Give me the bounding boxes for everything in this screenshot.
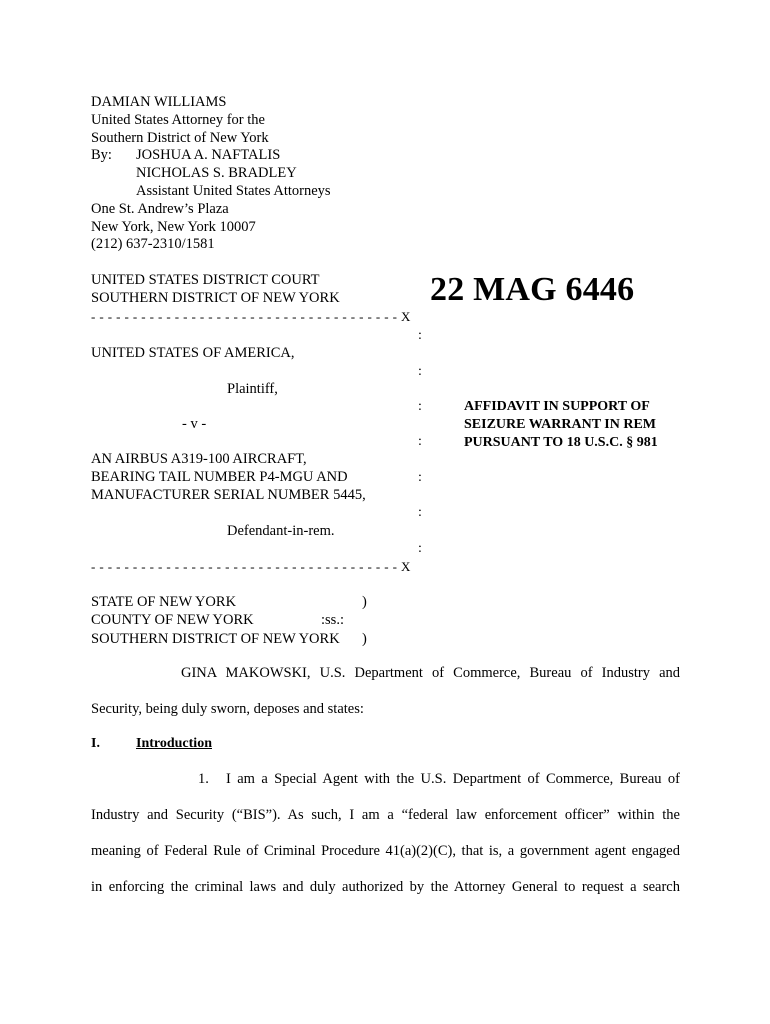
caption-dash-line-bottom: - - - - - - - - - - - - - - - - - - - - - - - - - - - - - - - - - - - - - X — [91, 559, 411, 574]
court-name — [91, 272, 340, 308]
intro-line1: GINA MAKOWSKI, U.S. Department of Commerce, Bureau of Industry and — [181, 665, 680, 681]
venue-block — [91, 593, 391, 648]
document-title-line2: SEIZURE WARRANT IN REM — [464, 417, 657, 432]
plaintiff-name: UNITED STATES OF AMERICA, — [91, 345, 295, 361]
paragraph1-line2: Industry and Security (“BIS”). As such, I am a “federal law enforcement officer” within the — [91, 807, 680, 823]
by-row — [91, 147, 421, 165]
paragraph1-line3: meaning of Federal Rule of Criminal Procedure 41(a)(2)(C), that is, a government agent engaged — [91, 843, 680, 859]
document-title — [464, 398, 658, 452]
section-number: I. — [91, 736, 100, 751]
defendant-label: Defendant-in-rem. — [227, 523, 335, 539]
section-title: Introduction — [136, 736, 212, 751]
attorney-title: Assistant United States Attorneys — [136, 182, 331, 199]
section-heading — [91, 736, 291, 756]
attorney-name-2: NICHOLAS S. BRADLEY — [136, 165, 297, 182]
court-line1: UNITED STATES DISTRICT COURT — [91, 272, 320, 288]
document-title-line3: PURSUANT TO 18 U.S.C. § 981 — [464, 435, 658, 450]
paragraph1-line1-text: I am a Special Agent with the U.S. Department of Commerce, Bureau of — [226, 771, 680, 787]
paragraph1-line4: in enforcing the criminal laws and duly authorized by the Attorney General to request a search — [91, 879, 680, 895]
paragraph-1 — [91, 771, 680, 897]
venue-paren-open: ) — [362, 594, 367, 610]
address-line1: One St. Andrew’s Plaza — [91, 200, 229, 217]
phone-number: (212) 637-2310/1581 — [91, 236, 215, 253]
versus: - v - — [182, 416, 207, 432]
venue-ss: :ss.: — [321, 612, 344, 629]
defendant-line2: BEARING TAIL NUMBER P4-MGU AND — [91, 469, 348, 485]
defendant-line3: MANUFACTURER SERIAL NUMBER 5445, — [91, 487, 366, 503]
defendant-line1: AN AIRBUS A319-100 AIRCRAFT, — [91, 451, 307, 467]
us-attorney-title-line1: United States Attorney for the — [91, 111, 265, 128]
intro-paragraph — [91, 665, 680, 719]
counsel-block — [91, 94, 421, 254]
case-number: 22 MAG 6446 — [430, 271, 635, 308]
caption-colon: : — [418, 364, 422, 379]
caption-colon: : — [418, 505, 422, 520]
venue-state: STATE OF NEW YORK — [91, 594, 237, 610]
attorney-name-1: JOSHUA A. NAFTALIS — [136, 147, 281, 164]
caption-colon: : — [418, 434, 422, 449]
venue-district: SOUTHERN DISTRICT OF NEW YORK — [91, 630, 340, 647]
caption-colon: : — [418, 541, 422, 556]
document-title-line1: AFFIDAVIT IN SUPPORT OF — [464, 399, 650, 414]
intro-line2: Security, being duly sworn, deposes and states: — [91, 701, 364, 717]
caption-colon: : — [418, 328, 422, 343]
caption-dash-line-top: - - - - - - - - - - - - - - - - - - - - - - - - - - - - - - - - - - - - - X — [91, 309, 411, 324]
paragraph1-line1 — [91, 771, 680, 789]
us-attorney-name: DAMIAN WILLIAMS — [91, 94, 227, 110]
venue-paren-close: ) — [362, 630, 367, 647]
by-label: By: — [91, 147, 112, 164]
venue-county: COUNTY OF NEW YORK — [91, 612, 254, 629]
caption-colon: : — [418, 470, 422, 485]
us-attorney-title-line2: Southern District of New York — [91, 129, 269, 146]
court-line2: SOUTHERN DISTRICT OF NEW YORK — [91, 289, 340, 306]
address-line2: New York, New York 10007 — [91, 218, 256, 235]
caption-colon: : — [418, 399, 422, 414]
plaintiff-label: Plaintiff, — [227, 381, 278, 397]
paragraph-number: 1. — [198, 771, 209, 787]
